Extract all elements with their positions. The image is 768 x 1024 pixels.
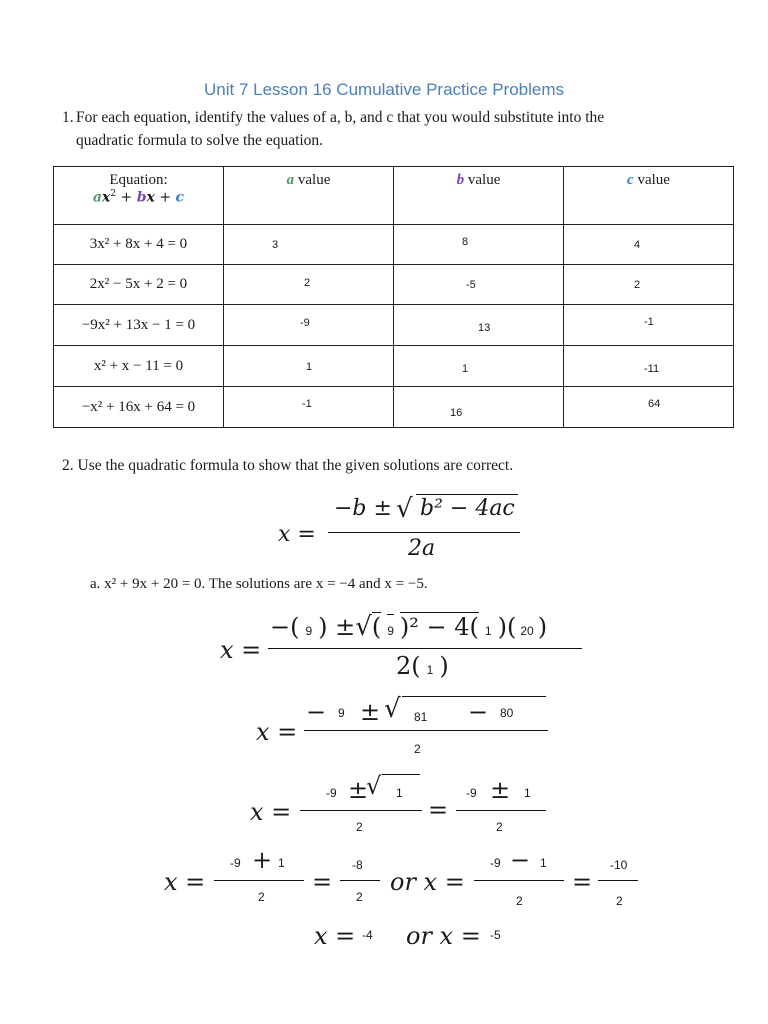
solution-field[interactable]: -4: [362, 928, 373, 942]
equation-cell: 3x² + 8x + 4 = 0: [54, 225, 224, 265]
step4-lhs: x =: [164, 868, 206, 896]
denominator-field[interactable]: 2: [516, 894, 523, 908]
step2-pm: ±: [360, 698, 381, 726]
denominator-field[interactable]: 2: [258, 890, 265, 904]
denominator-field[interactable]: 2: [616, 894, 623, 908]
numerator-field[interactable]: -10: [610, 858, 628, 872]
step3-lhs: x =: [250, 798, 292, 826]
fraction-bar: [456, 810, 546, 811]
part-text: x² + 9x + 20 = 0. The solutions are x = −4 and x = −5.: [104, 576, 428, 592]
equation-cell: x² + x − 11 = 0: [54, 346, 224, 387]
fraction-bar: [474, 880, 564, 881]
equation-cell: −x² + 16x + 64 = 0: [54, 387, 224, 428]
sqrt-icon: √: [396, 494, 413, 524]
formula-denominator: 2a: [408, 536, 436, 561]
equals-sign: =: [428, 796, 449, 824]
step1-lhs: x =: [220, 636, 262, 664]
minus-sign: −: [510, 846, 531, 874]
formula-lhs: x =: [278, 522, 316, 547]
fraction-bar: [214, 880, 304, 881]
a-value-field[interactable]: -1: [302, 397, 312, 410]
question-text: Use the quadratic formula to show that the given solutions are correct.: [77, 457, 514, 474]
numerator-field[interactable]: -9: [466, 786, 477, 800]
numerator-field[interactable]: -9: [490, 856, 501, 870]
equals-sign: =: [572, 868, 593, 896]
b-field[interactable]: 9: [387, 614, 394, 638]
c-value-field[interactable]: -11: [644, 362, 660, 375]
denominator-field[interactable]: 2: [356, 820, 363, 834]
numerator-field[interactable]: 1: [278, 856, 285, 870]
b-value-field[interactable]: -5: [466, 279, 476, 291]
a-value-field[interactable]: 1: [306, 360, 313, 373]
fraction-bar: [328, 532, 520, 533]
b-field[interactable]: 9: [338, 706, 345, 720]
fraction-bar: [340, 880, 380, 881]
a-field[interactable]: 1: [426, 663, 434, 677]
denominator-field[interactable]: 2: [356, 890, 363, 904]
header-c-value: c value: [564, 167, 734, 225]
table-row: [54, 387, 734, 428]
radicand-field[interactable]: 1: [396, 786, 403, 800]
c-field[interactable]: 20: [520, 624, 534, 638]
numerator-field[interactable]: -9: [230, 856, 241, 870]
numerator-field[interactable]: -8: [352, 858, 363, 872]
numerator-field[interactable]: 1: [540, 856, 547, 870]
part-a: [90, 576, 428, 593]
page-title: Unit 7 Lesson 16 Cumulative Practice Problems: [204, 80, 564, 99]
header-b-value: b value: [394, 167, 564, 225]
formula-radicand: b² − 4ac: [420, 496, 515, 521]
b-value-field[interactable]: 8: [462, 236, 469, 248]
denominator-field[interactable]: 2: [496, 820, 503, 834]
formula-numerator-prefix: −b ±: [334, 496, 392, 521]
table-row: [54, 265, 734, 305]
b-value-field[interactable]: 1: [462, 362, 469, 375]
fraction-bar: [304, 730, 548, 731]
step3-pm2: ±: [490, 776, 511, 804]
fraction-bar: [598, 880, 638, 881]
fraction-bar: [300, 810, 422, 811]
solution-field[interactable]: -5: [490, 928, 501, 942]
b-squared-field[interactable]: 81: [414, 710, 428, 724]
a-field[interactable]: 1: [484, 624, 492, 638]
or-label: or x =: [390, 868, 465, 896]
table-row: [54, 346, 734, 387]
b-value-field[interactable]: 16: [450, 406, 463, 419]
question-text-cont: quadratic formula to solve the equation.: [76, 132, 324, 149]
step1-numerator: −( 9 ) ±√( 9 )² − 4( 1 )( 20 ): [270, 612, 548, 642]
table-row: [54, 225, 734, 265]
c-value-field[interactable]: 2: [634, 279, 641, 291]
step3-pm: ±: [348, 776, 369, 804]
step1-denominator: 2( 1 ): [396, 652, 449, 680]
plus-sign: +: [252, 846, 273, 874]
sqrt-bar: [382, 774, 420, 775]
part-label: a.: [90, 576, 101, 592]
numerator-field[interactable]: -9: [326, 786, 337, 800]
b-field[interactable]: 9: [305, 624, 313, 638]
header-a-value: a value: [224, 167, 394, 225]
equation-cell: −9x² + 13x − 1 = 0: [54, 305, 224, 346]
header-equation-label: Equation:: [109, 172, 168, 188]
or-label: or x =: [406, 922, 481, 950]
sqrt-icon: √: [366, 772, 382, 800]
question-number: 2.: [62, 457, 74, 474]
question-2: [62, 454, 513, 477]
header-equation: [54, 167, 224, 225]
a-value-field[interactable]: 2: [304, 277, 311, 289]
equals-sign: =: [312, 868, 333, 896]
radicand-field[interactable]: 1: [524, 786, 531, 800]
table-header-row: [54, 167, 734, 225]
a-value-field[interactable]: -9: [300, 316, 310, 329]
step5-lhs: x =: [314, 922, 356, 950]
question-text: For each equation, identify the values of a, b, and c that you would substitute into the: [76, 109, 605, 126]
table-row: [54, 305, 734, 346]
step2-lhs: x =: [256, 718, 298, 746]
denominator-field[interactable]: 2: [414, 742, 421, 756]
four-ac-field[interactable]: 80: [500, 706, 514, 720]
step2-minus2: −: [468, 698, 489, 726]
c-value-field[interactable]: 64: [648, 397, 661, 410]
sqrt-bar: [402, 696, 546, 697]
sqrt-icon: √: [355, 612, 372, 642]
equation-cell: 2x² − 5x + 2 = 0: [54, 265, 224, 305]
sqrt-bar: [416, 494, 518, 495]
a-value-field[interactable]: 3: [272, 239, 279, 251]
b-value-field[interactable]: 13: [478, 321, 491, 334]
step2-minus: −: [306, 698, 327, 726]
sqrt-icon: √: [384, 694, 401, 724]
c-value-field[interactable]: -1: [644, 315, 654, 328]
c-value-field[interactable]: 4: [634, 239, 641, 251]
question-number: 1.: [62, 109, 74, 126]
coefficient-table: [53, 166, 734, 428]
fraction-bar: [268, 648, 582, 649]
header-equation-form: $ax^2$ + bx + c: [92, 189, 185, 206]
